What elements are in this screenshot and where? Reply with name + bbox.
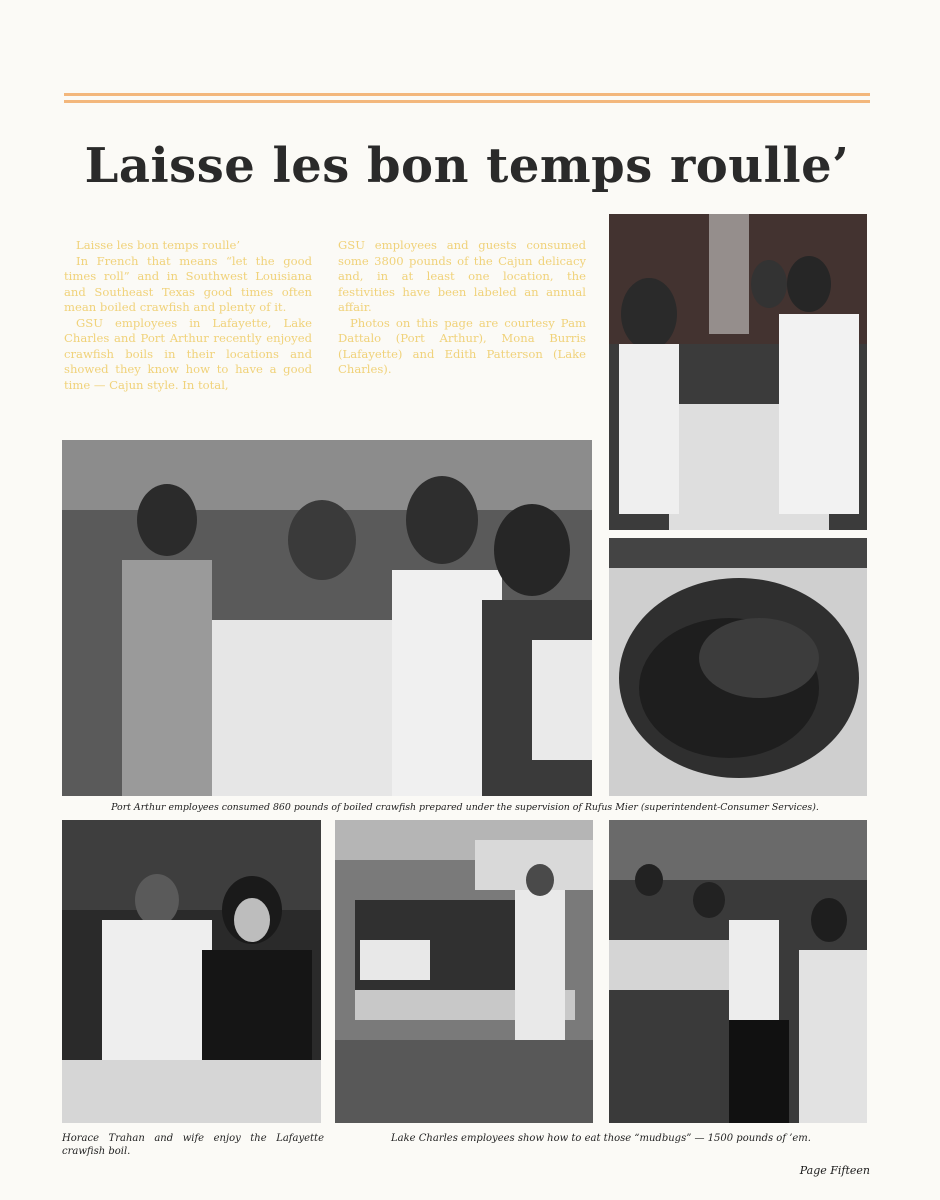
caption-port-arthur: Port Arthur employees consumed 860 pounds of boiled crawfish prepared under the supervision of Rufus Mier (superintendent-Consumer Services).	[111, 802, 819, 813]
page-number: Page Fifteen	[799, 1164, 870, 1177]
photo-lake-charles-truck	[335, 820, 593, 1123]
article-paragraph: GSU employees in Lafayette, Lake Charles and Port Arthur recently enjoyed crawfish boils in their locations and showed they know how to have a good time — Cajun style. In total,	[64, 315, 312, 392]
article-paragraph: In French that means “let the good times roll” and in Southwest Louisiana and Southeast Texas good times often mean boiled crawfish and plenty of it.	[64, 253, 312, 314]
page-title: Laisse les bon temps roulle’	[84, 138, 850, 194]
caption-lafayette: Horace Trahan and wife enjoy the Lafayette crawfish boil.	[62, 1133, 324, 1157]
article-column-2	[338, 238, 586, 378]
top-rule-secondary	[64, 100, 870, 103]
top-rule	[64, 93, 870, 96]
article-paragraph: Laisse les bon temps roulle’	[76, 238, 241, 252]
photo-port-arthur-group	[62, 440, 592, 796]
caption-lake-charles: Lake Charles employees show how to eat those “mudbugs” — 1500 pounds of ’em.	[391, 1133, 811, 1144]
photo-lafayette-couple	[62, 820, 321, 1123]
article-paragraph: Photos on this page are courtesy Pam Dattalo (Port Arthur), Mona Burris (Lafayette) and Edith Patterson (Lake Charles).	[338, 315, 586, 376]
article-column-1	[64, 238, 312, 393]
photo-lake-charles-crowd	[609, 820, 867, 1123]
photo-serving-table	[609, 214, 867, 530]
article-paragraph: GSU employees and guests consumed some 3800 pounds of the Cajun delicacy and, in at least one location, the festivities have been labeled an annual affair.	[338, 238, 586, 314]
photo-crawfish-tray	[609, 538, 867, 796]
